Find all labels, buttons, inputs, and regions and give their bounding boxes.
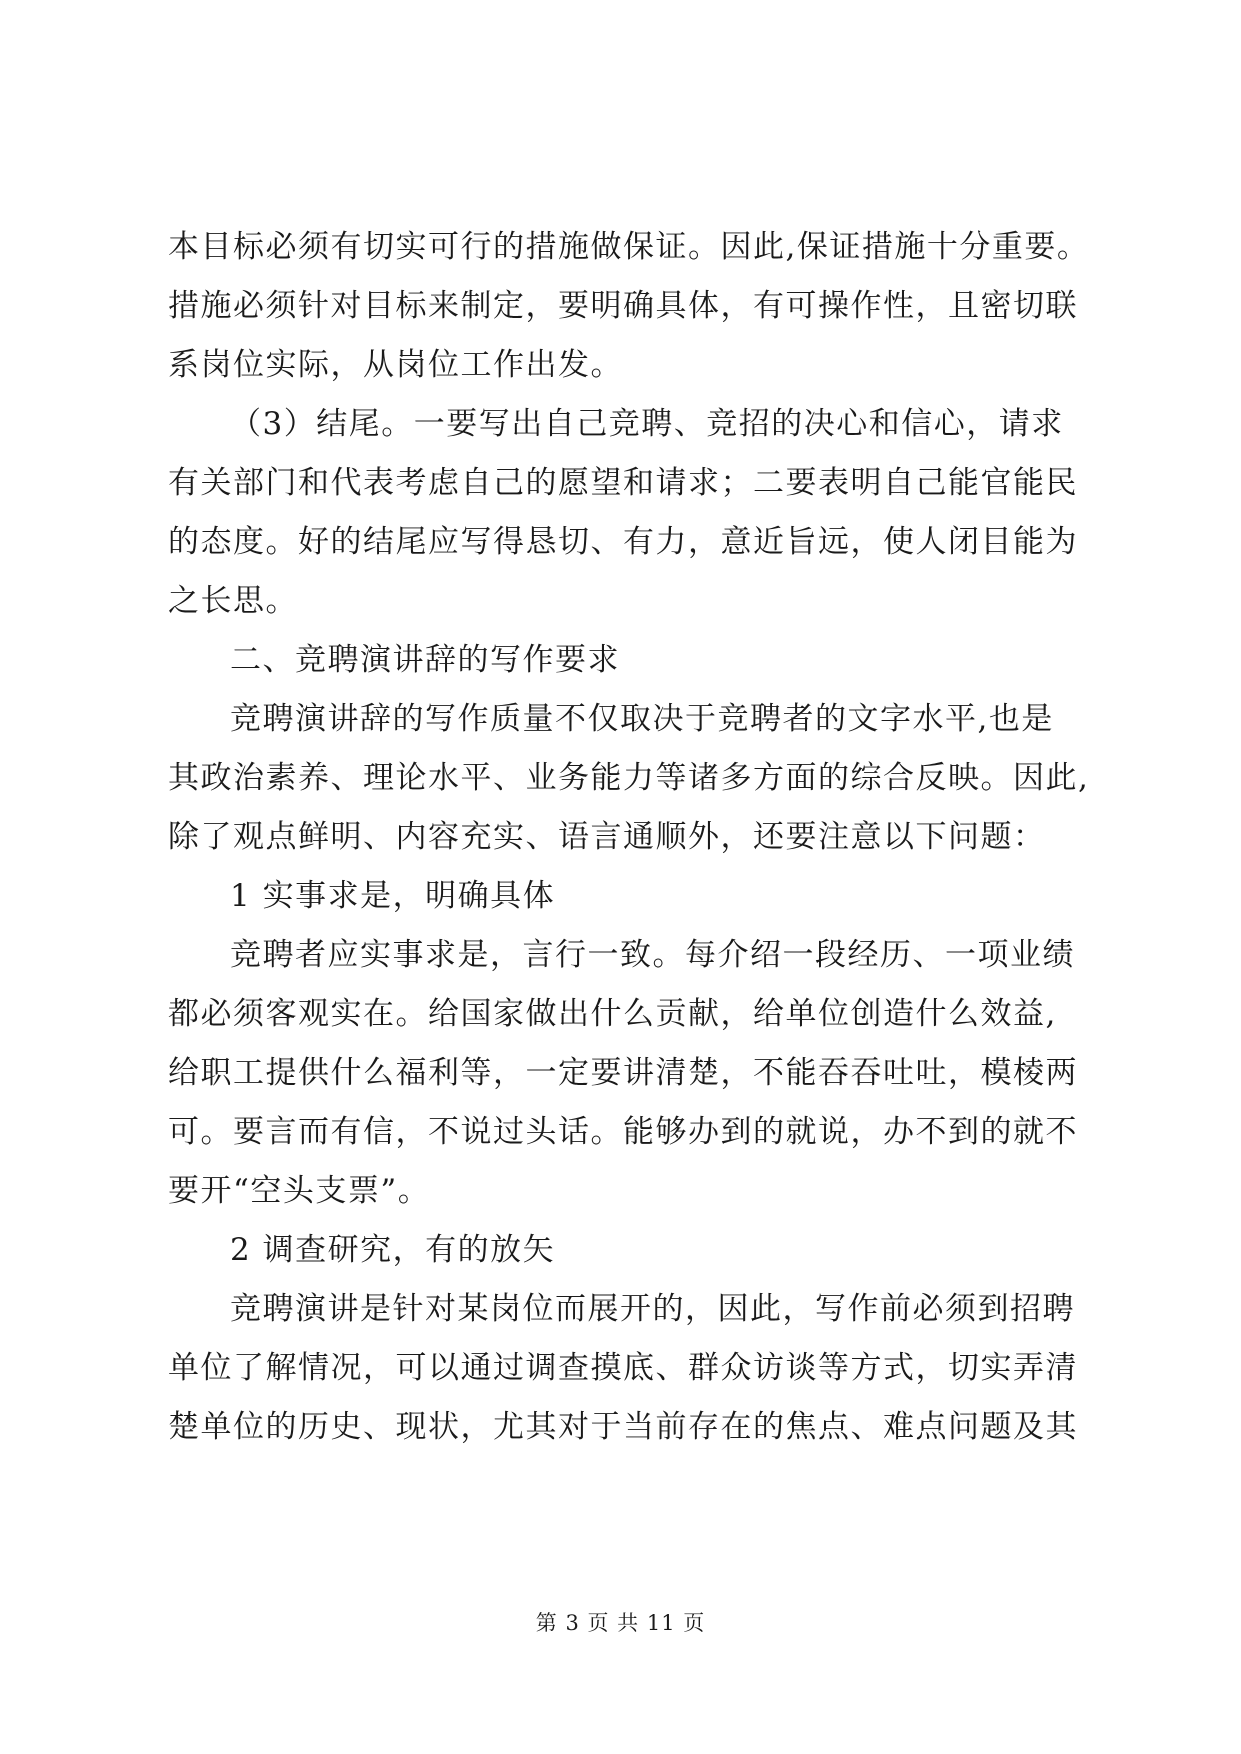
paragraph-line: 除了观点鲜明、内容充实、语言通顺外，还要注意以下问题：: [168, 819, 1046, 855]
paragraph-line: 可。要言而有信，不说过头话。能够办到的就说，办不到的就不: [168, 1114, 1078, 1150]
subsection-heading: 1 实事求是，明确具体: [230, 878, 556, 914]
paragraph-line: 竞聘者应实事求是，言行一致。每介绍一段经历、一项业绩: [230, 937, 1075, 973]
paragraph-line: 给职工提供什么福利等，一定要讲清楚，不能吞吞吐吐，模棱两: [168, 1055, 1078, 1091]
page-footer: 第 3 页 共 11 页: [535, 1611, 706, 1635]
paragraph-line: 单位了解情况，可以通过调查摸底、群众访谈等方式，切实弄清: [168, 1350, 1078, 1386]
paragraph-line: 楚单位的历史、现状，尤其对于当前存在的焦点、难点问题及其: [168, 1409, 1078, 1445]
paragraph-line: 都必须客观实在。给国家做出什么贡献，给单位创造什么效益,: [168, 996, 1057, 1032]
paragraph-line: 竞聘演讲是针对某岗位而展开的，因此，写作前必须到招聘: [230, 1291, 1075, 1327]
paragraph-line: 本目标必须有切实可行的措施做保证。因此,保证措施十分重要。: [168, 229, 1090, 265]
paragraph-line: 其政治素养、理论水平、业务能力等诸多方面的综合反映。因此,: [168, 760, 1090, 796]
section-heading: 二、竞聘演讲辞的写作要求: [230, 642, 620, 678]
paragraph-line: 竞聘演讲辞的写作质量不仅取决于竞聘者的文字水平,也是: [230, 701, 1054, 737]
paragraph-line: 有关部门和代表考虑自己的愿望和请求；二要表明自己能官能民: [168, 465, 1078, 501]
body-text: [168, 218, 1090, 1457]
subsection-heading: 2 调查研究，有的放矢: [230, 1232, 556, 1268]
paragraph-line: 措施必须针对目标来制定，要明确具体，有可操作性，且密切联: [168, 288, 1078, 324]
paragraph-line: 的态度。好的结尾应写得恳切、有力，意近旨远，使人闭目能为: [168, 524, 1078, 560]
paragraph-line: 系岗位实际，从岗位工作出发。: [168, 347, 623, 383]
paragraph-line: 之长思。: [168, 583, 298, 619]
paragraph-line: 要开“空头支票”。: [168, 1173, 431, 1209]
paragraph-line: （3）结尾。一要写出自己竞聘、竞招的决心和信心，请求: [230, 406, 1064, 442]
